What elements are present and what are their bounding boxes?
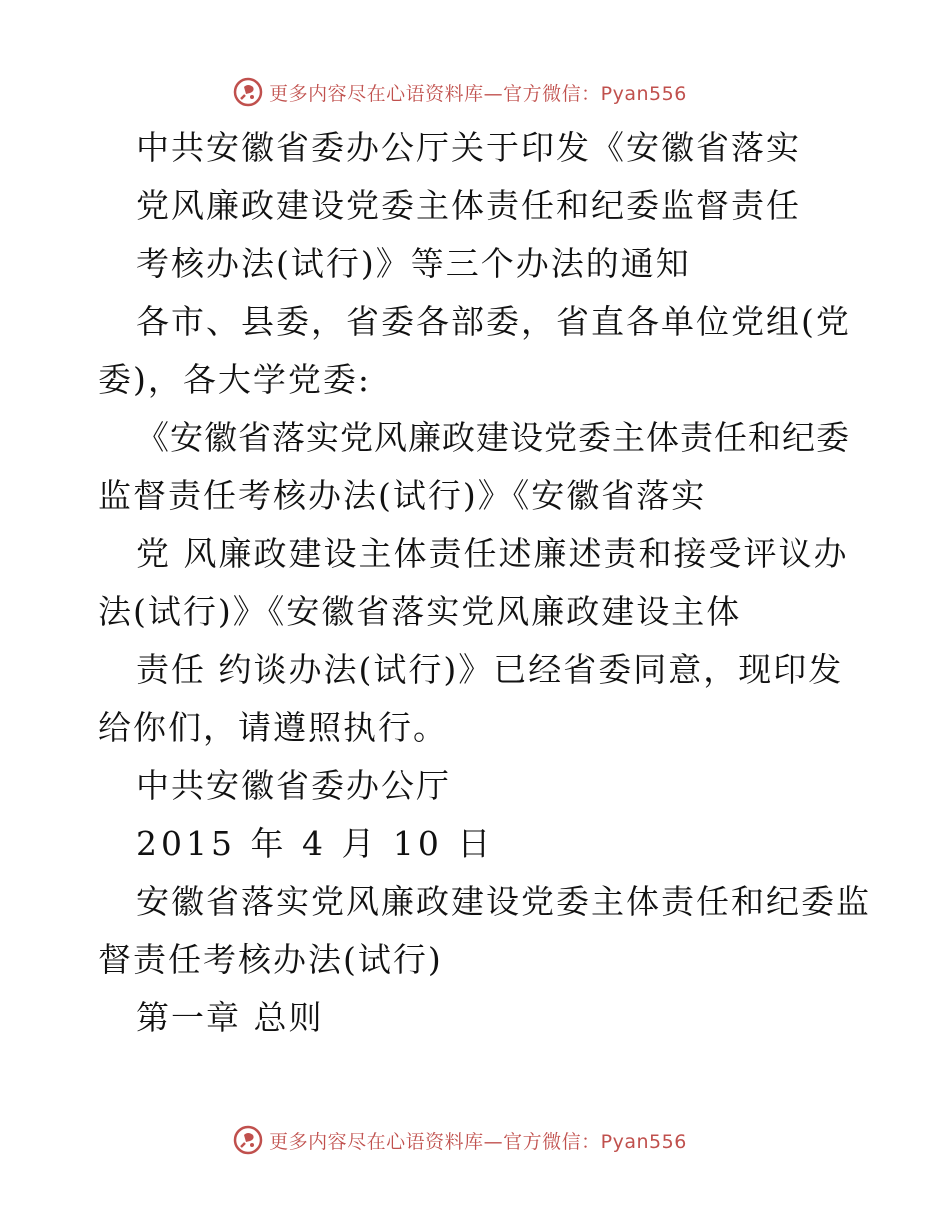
watermark-contact: 官方微信：Pyan556: [503, 82, 687, 105]
footer-watermark: [0, 1120, 950, 1160]
section-title-line-1: 安徽省落实党风廉政建设党委主体责任和纪委监: [136, 882, 871, 921]
watermark-contact: 官方微信：Pyan556: [503, 1130, 687, 1153]
watermark-separator: —: [483, 82, 504, 105]
body-line-4: 法(试行)》《安徽省落实党风廉政建设主体: [98, 592, 742, 631]
chat-bubble-logo-icon: [233, 77, 263, 107]
section-title-line-2: 督责任考核办法(试行): [98, 940, 443, 979]
document-date: 2015 年 4 月 10 日: [136, 824, 495, 863]
document-title-line-3: 考核办法(试行)》等三个办法的通知: [136, 244, 691, 283]
body-line-1: 《安徽省落实党风廉政建设党委主体责任和纪委: [136, 418, 850, 457]
watermark-separator: —: [483, 1130, 504, 1153]
chapter-heading: 第一章 总则: [136, 998, 324, 1037]
body-line-2: 监督责任考核办法(试行)》《安徽省落实: [98, 476, 707, 515]
header-watermark: [0, 72, 950, 112]
addressee-line-1: 各市、县委，省委各部委，省直各单位党组(党: [136, 302, 851, 341]
body-line-6: 给你们，请遵照执行。: [98, 708, 448, 747]
addressee-line-2: 委)，各大学党委:: [98, 360, 371, 399]
body-line-5: 责任 约谈办法(试行)》已经省委同意，现印发: [136, 650, 844, 689]
signature: 中共安徽省委办公厅: [136, 766, 451, 805]
watermark-text: 更多内容尽在心语资料库: [269, 82, 484, 105]
watermark-text: 更多内容尽在心语资料库: [269, 1130, 484, 1153]
chat-bubble-logo-icon: [233, 1125, 263, 1155]
document-title-line-1: 中共安徽省委办公厅关于印发《安徽省落实: [136, 128, 801, 167]
document-title-line-2: 党风廉政建设党委主体责任和纪委监督责任: [136, 186, 801, 225]
body-line-3: 党 风廉政建设主体责任述廉述责和接受评议办: [136, 534, 849, 573]
